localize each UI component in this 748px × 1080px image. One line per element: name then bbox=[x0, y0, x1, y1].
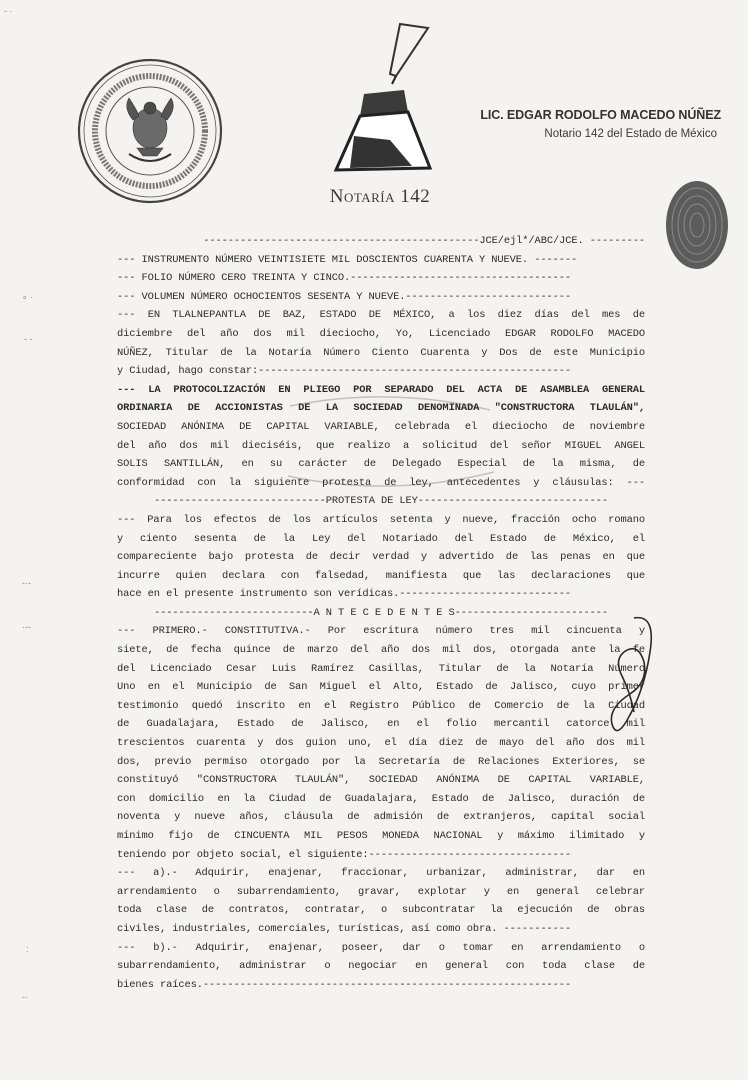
doc-line: SOCIEDAD ANÓNIMA DE CAPITAL VARIABLE, celebrada el dieciocho de noviembre bbox=[117, 420, 645, 433]
doc-line: --- Para los efectos de los artículos setenta y nueve, fracción ocho romano bbox=[117, 513, 645, 526]
doc-line: incurre quien declara con falsedad, manifiesta que las declaraciones que bbox=[117, 569, 645, 582]
doc-line: noventa y nueve años, cláusula de admisión de extranjeros, capital social bbox=[117, 811, 645, 824]
scan-mark: -·- bbox=[22, 578, 31, 588]
scan-mark: : bbox=[26, 944, 29, 954]
doc-line: diciembre del año dos mil dieciocho, Yo, Licenciado EDGAR RODOLFO MACEDO bbox=[117, 327, 645, 340]
doc-line: ---------------------------------------------JCE/ejl*/ABC/JCE. --------- bbox=[203, 235, 645, 247]
notaria-logo bbox=[330, 18, 440, 178]
doc-line: ----------------------------PROTESTA DE LEY------------------------------- bbox=[153, 495, 609, 508]
doc-line: mínimo fijo de CINCUENTA MIL PESOS MONEDA NACIONAL y máximo ilimitado y bbox=[117, 830, 645, 842]
scan-mark: - · bbox=[4, 6, 13, 16]
doc-line: --------------------------A N T E C E D E N T E S------------------------- bbox=[153, 606, 609, 619]
doc-line: con domicilio en la Ciudad de Guadalajara, Estado de Jalisco, duración de bbox=[117, 792, 645, 805]
doc-line: testimonio quedó inscrito en el Registro Público de Comercio de la Ciudad bbox=[117, 699, 645, 712]
scan-mark: - - bbox=[24, 334, 33, 344]
doc-line: --- FOLIO NÚMERO CERO TREINTA Y CINCO.------------------------------------ bbox=[117, 272, 572, 285]
doc-line: toda clase de contratos, contratar, o subcontratar la ejecución de obras bbox=[117, 904, 645, 917]
notaria-title: Notaría 142 bbox=[329, 186, 431, 207]
doc-line: del año dos mil dieciséis, que realizo a solicitud del señor MIGUEL ANGEL bbox=[117, 439, 645, 452]
doc-line: --- INSTRUMENTO NÚMERO VEINTISIETE MIL DOSCIENTOS CUARENTA Y NUEVE. ------- bbox=[117, 253, 578, 266]
doc-line: civiles, industriales, comerciales, turísticas, así como obra. ----------- bbox=[117, 922, 572, 935]
doc-line: --- a).- Adquirir, enajenar, fraccionar, urbanizar, administrar, dar en bbox=[117, 867, 645, 880]
doc-line: de Guadalajara, Estado de Jalisco, en el folio mercantil catorce mil bbox=[117, 718, 645, 731]
doc-line: subarrendamiento, administrar o negociar en general con toda clase de bbox=[117, 960, 645, 973]
doc-line: --- b).- Adquirir, enajenar, poseer, dar o tomar en arrendamiento o bbox=[117, 941, 645, 954]
doc-line: trescientos cuarenta y dos guion uno, el día diez de mayo del año dos mil bbox=[117, 737, 645, 750]
doc-line: ORDINARIA DE ACCIONISTAS DE LA SOCIEDAD DENOMINADA "CONSTRUCTORA TLAULÁN", bbox=[117, 402, 645, 415]
doc-line: --- VOLUMEN NÚMERO OCHOCIENTOS SESENTA Y NUEVE.--------------------------- bbox=[117, 290, 572, 303]
fingerprint-mark bbox=[664, 178, 730, 272]
document-body bbox=[117, 232, 645, 994]
doc-line: --- PRIMERO.- CONSTITUTIVA.- Por escritura número tres mil cincuenta y bbox=[117, 625, 645, 638]
scan-mark: ∘ · bbox=[22, 292, 34, 302]
doc-line: Uno en el Municipio de San Miguel el Alto, Estado de Jalisco, cuyo primer bbox=[117, 681, 645, 694]
doc-line: constituyó "CONSTRUCTORA TLAULÁN", SOCIEDAD ANÓNIMA DE CAPITAL VARIABLE, bbox=[117, 774, 645, 787]
notary-seal bbox=[77, 58, 223, 204]
doc-line: hace en el presente instrumento son verídicas.---------------------------- bbox=[117, 588, 572, 601]
doc-line: NÚÑEZ, Titular de la Notaría Número Ciento Cuarenta y Dos de este Municipio bbox=[117, 346, 645, 359]
doc-line: SOLIS SANTILLÁN, en su carácter de Delegado Especial de la misma, de bbox=[117, 458, 645, 471]
doc-line: arrendamiento o subarrendamiento, gravar, explotar y en general celebrar bbox=[117, 885, 645, 898]
doc-line: compareciente bajo protesta de decir verdad y advertido de las penas en que bbox=[117, 551, 645, 564]
notary-subtitle: Notario 142 del Estado de México bbox=[544, 128, 717, 140]
scan-mark: ·-- bbox=[22, 622, 31, 632]
handwritten-signature bbox=[604, 612, 660, 742]
doc-line: conformidad con la siguiente protesta de ley, antecedentes y cláusulas: --- bbox=[117, 476, 645, 489]
doc-line: --- LA PROTOCOLIZACIÓN EN PLIEGO POR SEPARADO DEL ACTA DE ASAMBLEA GENERAL bbox=[117, 383, 645, 396]
notary-name: LIC. EDGAR RODOLFO MACEDO NÚÑEZ bbox=[480, 108, 721, 122]
doc-line: del Licenciado Cesar Luis Ramírez Casillas, Titular de la Notaría Número bbox=[117, 662, 645, 675]
doc-line: y ciento sesenta de la Ley del Notariado del Estado de México, el bbox=[117, 532, 645, 545]
doc-line: bienes raíces.------------------------------------------------------------ bbox=[117, 978, 572, 991]
scan-mark: -· bbox=[22, 992, 28, 1002]
doc-line: siete, de fecha quince de marzo del año dos mil dos, otorgada ante la fe bbox=[117, 644, 645, 657]
doc-line: y Ciudad, hago constar:--------------------------------------------------- bbox=[117, 365, 572, 378]
doc-line: teniendo por objeto social, el siguiente:--------------------------------- bbox=[117, 848, 572, 861]
doc-line: --- EN TLALNEPANTLA DE BAZ, ESTADO DE MÉXICO, a los diez días del mes de bbox=[117, 309, 645, 322]
doc-line: dos, previo permiso otorgado por la Secretaría de Relaciones Exteriores, se bbox=[117, 755, 645, 768]
